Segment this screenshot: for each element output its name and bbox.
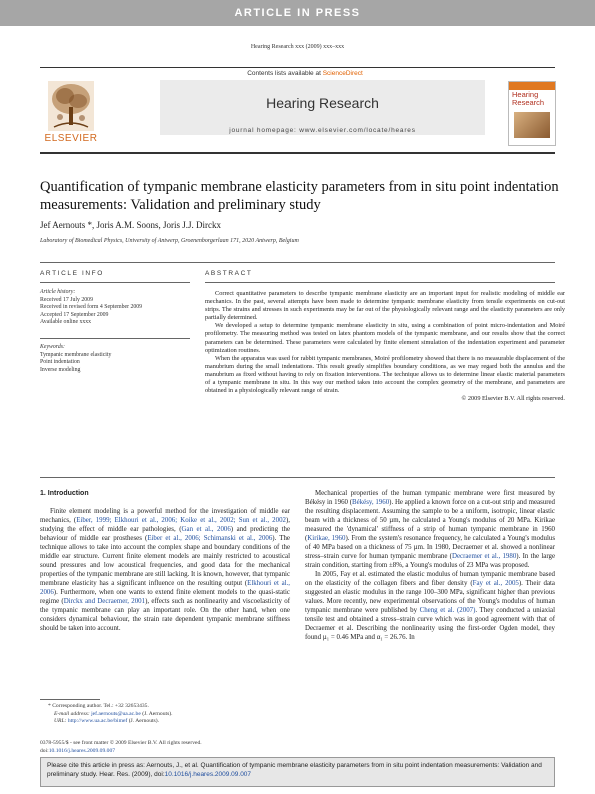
info-divider: [40, 282, 190, 283]
citation-link[interactable]: Gan et al., 2006: [181, 526, 231, 534]
citation-link[interactable]: Eiber et al., 2006; Schimanski et al., 2006: [147, 535, 273, 543]
citation-link[interactable]: Kirikae, 1960: [307, 535, 346, 543]
citation-link[interactable]: Eiber, 1999; Elkhouri et al., 2006; Koike et al., 2002; Sun et al., 2002: [76, 517, 286, 525]
cite-this-article-box: [40, 757, 555, 787]
body-text: Finite element modeling is a powerful method for the investigation of middle ear mechanics, (: [40, 508, 290, 525]
citation-link[interactable]: Decraemer et al., 1980: [451, 553, 517, 561]
body-paragraph: [40, 507, 290, 633]
keyword-item: Inverse modeling: [40, 366, 81, 373]
citation-link[interactable]: Cheng et al. (2007): [419, 607, 476, 615]
doi-line: [40, 748, 300, 756]
footnotes: [40, 703, 290, 726]
email-suffix: (J. Aernouts).: [140, 710, 173, 717]
body-text: ). The technique allows to take into account the complex shape and boundary conditions of the middle ear structure. Current finite element models are mainly restricted to acoustical sound pressures and low acoustical frequencies, and good data for the mechanical properties of the tympanic membrane are still lacking. It is known, however, that tympanic membrane elasticity has a significant influence on the resulting output (: [40, 535, 291, 588]
cover-top-bar: [509, 82, 555, 90]
history-item: Accepted 17 September 2009: [40, 311, 109, 318]
body-text: In 2005, Fay et al. estimated the elastic modulus of human tympanic membrane based on the elasticity of the collagen fibers and fiber density (: [305, 571, 555, 588]
author-affiliation: Laboratory of Biomedical Physics, University of Antwerp, Groenenborgerlaan 171, 2020 Antwerp, Belgium: [40, 238, 299, 244]
article-in-press-banner: ARTICLE IN PRESS: [0, 0, 595, 26]
body-paragraph: [305, 570, 555, 642]
journal-header: [40, 67, 555, 153]
body-text: Mechanical properties of the human tympanic membrane were first measured by Békésy in 1960 (: [305, 490, 555, 507]
cite-doi-link[interactable]: 10.1016/j.heares.2009.09.007: [164, 771, 252, 778]
sciencedirect-link[interactable]: ScienceDirect: [322, 70, 363, 77]
history-item: Received in revised form 4 September 2009: [40, 304, 143, 311]
abstract-copyright: © 2009 Elsevier B.V. All rights reserved.: [461, 395, 565, 403]
journal-homepage[interactable]: journal homepage: www.elsevier.com/locate/heares: [229, 127, 416, 134]
abstract-divider: [205, 282, 555, 283]
citation-link[interactable]: Fay et al., 2005: [472, 580, 519, 588]
body-text: ). In the large strain condition, starting from ±8%, a Young's modulus of 23 MPa was proposed.: [305, 553, 556, 570]
abstract-paragraph: When the apparatus was used for rabbit tympanic membranes, Moiré profilometry showed that there is no measurable displacement of the manubrium during the small indentations. This result greatly simplifies boundary conditions, as we may regard both the annulus and the manubrium as fixed without having to rely on fixation interventions. The technique allows us to determine linear elastic material parameters of a tympanic membrane in situ. In this way our method takes into account the complex geometry of the membrane, and parameters are obtained in a physiologically relevant range of strain.: [205, 354, 565, 395]
abstract-paragraph: We developed a setup to determine tympanic membrane elasticity in situ, using a combination of point micro-indentation and Moiré profilometry. The measuring method was tested on latex phantom models of the tympanic membrane, and our results show that the correct parameters can be determined. These parameters were calculated by finite element simulation of the indentation experiment and parameter optimization routines.: [205, 322, 565, 354]
issn-info: [40, 740, 300, 755]
body-text: ) and predicting the behaviour of middle ear prostheses (: [40, 526, 290, 543]
contents-prefix: Contents lists available at: [247, 70, 323, 77]
email-link[interactable]: jef.aernouts@ua.ac.be: [91, 710, 141, 717]
url-label: URL:: [54, 718, 68, 725]
body-text: ), effects such as nonlinearity and viscoelasticity of the tympanic membrane can play an important role. On the other hand, when one considers dynamical behaviour, the strain rate dependent tympanic membrane stiffness should be taken into account.: [40, 598, 290, 633]
cover-title: Hearing Research: [512, 90, 545, 107]
history-label: Article history:: [40, 289, 76, 295]
body-column-left: [40, 489, 290, 633]
history-item: Received 17 July 2009: [40, 296, 93, 303]
citation-link[interactable]: Békésy, 1960: [352, 499, 390, 507]
keywords: [40, 344, 190, 374]
article-authors: Jef Aernouts *, Joris A.M. Soons, Joris J.J. Dirckx: [40, 220, 222, 230]
doi-prefix: doi:: [40, 747, 49, 754]
body-column-right: [305, 489, 555, 642]
keywords-label: Keywords:: [40, 344, 65, 350]
divider-top: [40, 262, 555, 263]
elsevier-wordmark: ELSEVIER: [44, 133, 98, 144]
body-text: ). He applied a known force on a cut-out strip and measured the resulting displacement. Assuming the sample to be a uniform, isotropic, linear elastic beam with a thickness of 50 µm, he calculated a Young's modulus of 20 MPa. Kirikae measured the 'dynamical' stiffness of a strip of human tympanic membrane in 1960 (: [305, 499, 555, 543]
cite-text: Please cite this article in press as: Aernouts, J., et al. Quantification of tympanic membrane elasticity parameters from in situ point indentation measurements: Validation and preliminary study. Hear. Res. (2009), doi:: [47, 762, 542, 778]
citation-link[interactable]: Elkhouri et al., 2006: [40, 580, 290, 597]
keyword-item: Point indentation: [40, 359, 80, 366]
email-label: E-mail address:: [54, 710, 92, 717]
header-top-rule: [40, 67, 555, 68]
article-title: Quantification of tympanic membrane elasticity parameters from in situ point indentation measurements: Validation and preliminary study: [40, 179, 559, 213]
body-text: ). Furthermore, when one wants to extend finite element models to the quasi-static regime (: [40, 589, 290, 606]
journal-title: Hearing Research: [266, 95, 379, 111]
abstract-body: [205, 290, 565, 403]
header-bottom-rule: [40, 152, 555, 154]
corresponding-author: * Corresponding author. Tel.: +32 32653435.: [48, 703, 149, 709]
article-info-heading: ARTICLE INFO: [40, 270, 104, 277]
journal-cover-thumbnail: [508, 81, 556, 146]
body-paragraph: [305, 489, 555, 570]
footnote-rule: [40, 699, 100, 700]
abstract-paragraph: Correct quantitative parameters to describe tympanic membrane elasticity are an important input for realistic modeling of middle ear mechanics. In the past, several attempts have been made to determine tympanic membrane elasticity from tensile experiments on cut-out strips. The strains and stresses in such experiments may be far out of the physiologically relevant range and the elasticity parameters are only partially determined.: [205, 290, 565, 322]
elsevier-tree-icon: [48, 81, 94, 131]
keyword-item: Tympanic membrane elasticity: [40, 351, 112, 358]
cover-image: [514, 112, 550, 138]
body-text: ), studying the effect of middle ear pathologies, (: [40, 517, 290, 534]
running-citation: Hearing Research xxx (2009) xxx–xxx: [250, 44, 345, 50]
keywords-divider: [40, 338, 190, 339]
article-history: [40, 289, 190, 327]
contents-line: [185, 70, 425, 77]
body-text: ). Their data suggested an elastic modulus in the range 100–300 MPa, significant higher than previous values. More recently, new experimental observations of the Young's modulus of human tympanic membrane were published by: [305, 580, 555, 615]
doi-link[interactable]: 10.1016/j.heares.2009.09.007: [48, 747, 116, 754]
abstract-heading: ABSTRACT: [205, 270, 253, 277]
elsevier-logo: [40, 81, 102, 151]
issn-line: 0378-5955/$ - see front matter © 2009 Elsevier B.V. All rights reserved.: [40, 740, 202, 746]
url-link[interactable]: http://www.ua.ac.be/bimef: [67, 718, 128, 725]
url-line: [40, 718, 290, 726]
citation-link[interactable]: Dirckx and Decraemer, 2001: [63, 598, 146, 606]
url-suffix: (J. Aernouts).: [127, 718, 159, 725]
divider-bottom: [40, 477, 555, 478]
history-item: Available online xxxx: [40, 319, 92, 326]
section-heading: 1. Introduction: [40, 490, 89, 497]
body-text: ). From the system's resonance frequency, he calculated a Young's modulus of 40 MPa based on a thickness of 75 µm. In 1980, Decraemer et al. showed a nonlinear stress–strain curve for human tympanic membrane (: [305, 535, 556, 561]
body-text: . They conducted a uniaxial tensile test and obtained a stress–strain curve which was in good agreement with that of Decraemer et al. Describing the nonlinearity using the first-order Ogden model, they found µ₁ = 0.46 MPa and α₁ = 26.76. In: [305, 607, 555, 642]
